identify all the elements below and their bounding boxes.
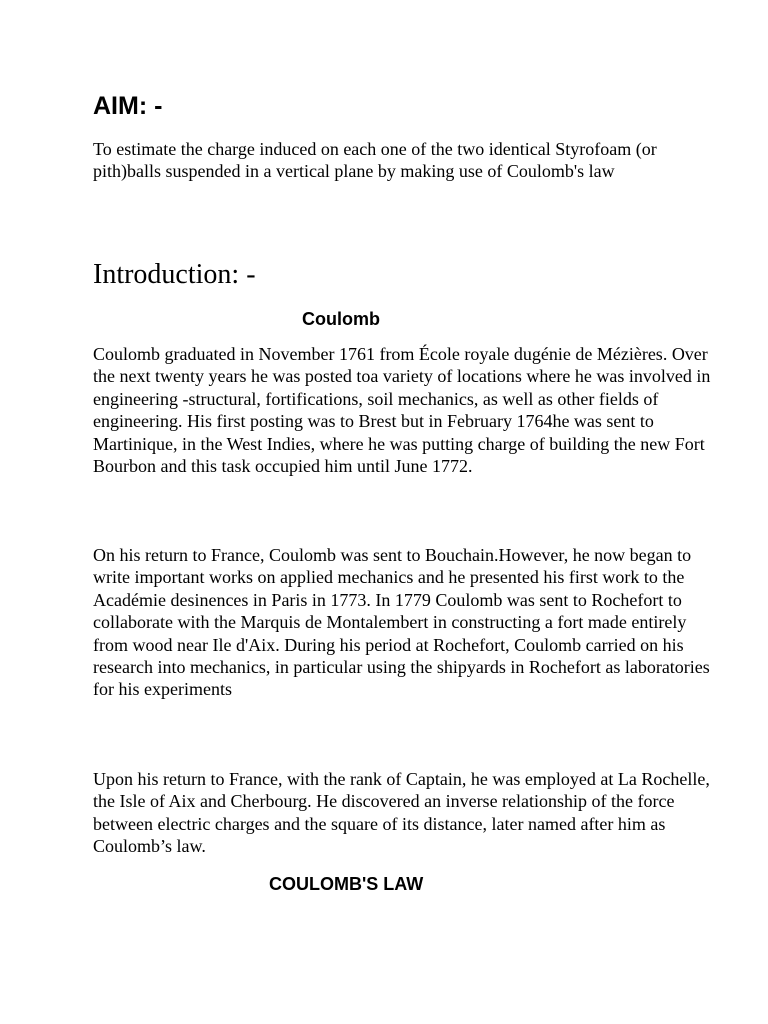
intro-paragraph-2: On his return to France, Coulomb was sent to Bouchain.However, he now began to write important works on applied mechanics and he presented his first work to the Académie desinences in Paris in 1773. In 1779 Coulomb was sent to Rochefort to collaborate with the Marquis de Montalembert in constructing a fort made entirely from wood near Ile d'Aix. During his period at Rochefort, Coulomb carried on his research into mechanics, in particular using the shipyards in Rochefort as laboratories for his experiments — [93, 545, 710, 700]
introduction-heading: Introduction: - — [93, 259, 256, 290]
intro-paragraph-3: Upon his return to France, with the rank of Captain, he was employed at La Rochelle, the Isle of Aix and Cherbourg. He discovered an inverse relationship of the force between electric charges and the square of its distance, later named after him as Coulomb’s law. — [93, 769, 710, 857]
aim-text: To estimate the charge induced on each one of the two identical Styrofoam (or pith)balls suspended in a vertical plane by making use of Coulomb's law — [93, 139, 657, 182]
aim-heading: AIM: - — [93, 92, 163, 120]
coulombs-law-heading: COULOMB'S LAW — [269, 874, 424, 894]
coulomb-subheading: Coulomb — [302, 309, 380, 329]
intro-paragraph-1: Coulomb graduated in November 1761 from École royale dugénie de Mézières. Over the next twenty years he was posted toa variety of locations where he was involved in engineering -structural, fortifications, soil mechanics, as well as other fields of engineering. His first posting was to Brest but in February 1764he was sent to Martinique, in the West Indies, where he was putting charge of building the new Fort Bourbon and this task occupied him until June 1772. — [93, 344, 711, 477]
